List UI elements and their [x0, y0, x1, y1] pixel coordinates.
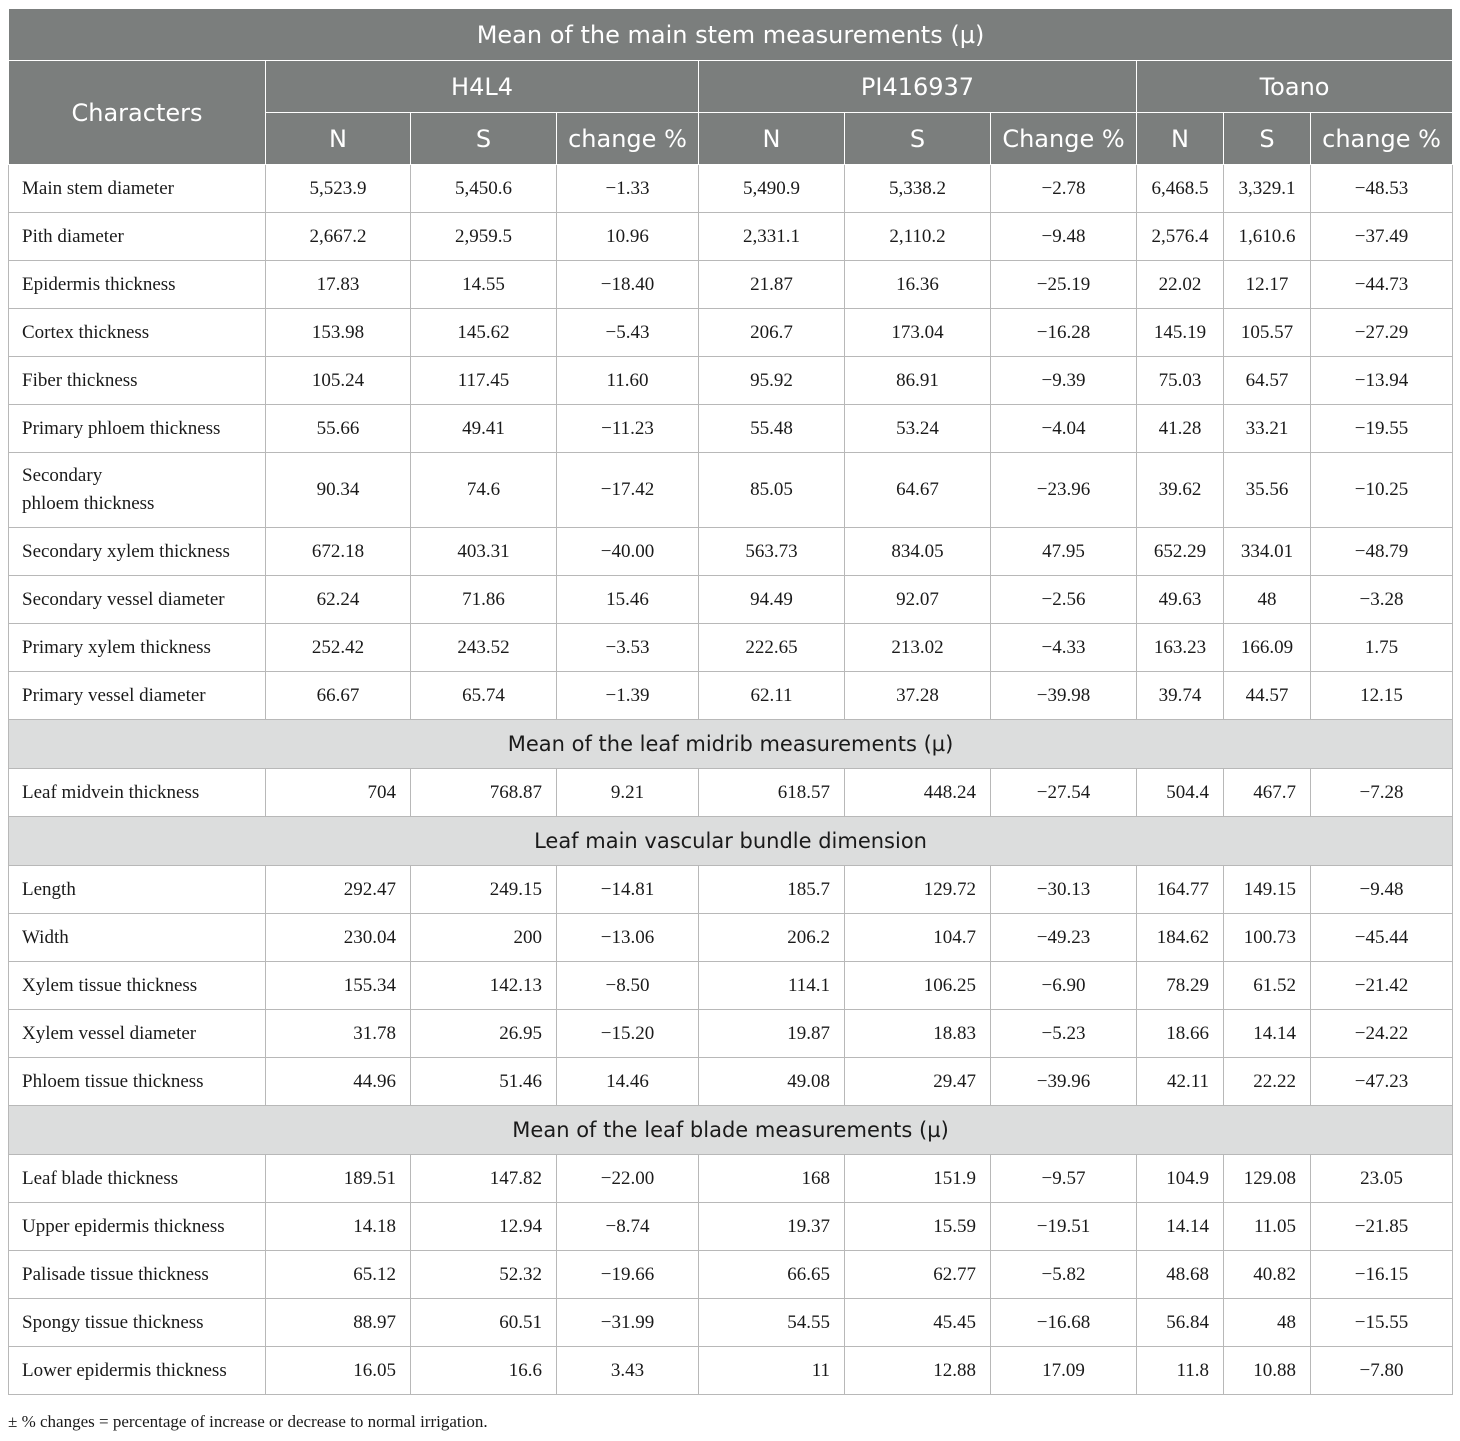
table-cell: −14.81	[557, 866, 699, 914]
table-cell: −48.79	[1311, 528, 1453, 576]
section-title: Mean of the leaf blade measurements (µ)	[9, 1106, 1453, 1155]
table-cell: 71.86	[411, 576, 557, 624]
table-cell: 75.03	[1137, 357, 1224, 405]
table-cell: −1.39	[557, 672, 699, 720]
table-cell: 48.68	[1137, 1251, 1224, 1299]
table-row	[9, 1251, 1453, 1299]
table-cell: −30.13	[991, 866, 1137, 914]
table-cell: 40.82	[1224, 1251, 1311, 1299]
table-cell: 64.67	[845, 453, 991, 528]
table-cell: 292.47	[266, 866, 411, 914]
table-cell: 768.87	[411, 769, 557, 817]
table-cell: −13.06	[557, 914, 699, 962]
table-cell: 563.73	[699, 528, 845, 576]
table-cell: −48.53	[1311, 165, 1453, 213]
table-cell: −5.43	[557, 309, 699, 357]
table-cell: 105.57	[1224, 309, 1311, 357]
table-title: Mean of the main stem measurements (µ)	[9, 9, 1453, 61]
table-cell: 12.17	[1224, 261, 1311, 309]
table-cell: 11.60	[557, 357, 699, 405]
table-cell: 42.11	[1137, 1058, 1224, 1106]
table-cell: 17.09	[991, 1347, 1137, 1395]
table-cell: −3.53	[557, 624, 699, 672]
table-cell: −25.19	[991, 261, 1137, 309]
table-cell: 106.25	[845, 962, 991, 1010]
section-header-row	[9, 817, 1453, 866]
table-cell: 33.21	[1224, 405, 1311, 453]
table-cell: 117.45	[411, 357, 557, 405]
table-row	[9, 453, 1453, 528]
table-cell: −9.39	[991, 357, 1137, 405]
table-cell: 88.97	[266, 1299, 411, 1347]
table-cell: 94.49	[699, 576, 845, 624]
table-cell: −16.28	[991, 309, 1137, 357]
table-cell: 249.15	[411, 866, 557, 914]
table-cell: −4.04	[991, 405, 1137, 453]
table-cell: 163.23	[1137, 624, 1224, 672]
table-row	[9, 1299, 1453, 1347]
table-cell: −1.33	[557, 165, 699, 213]
table-cell: 5,338.2	[845, 165, 991, 213]
subheader-s: S	[845, 113, 991, 165]
table-cell: 66.67	[266, 672, 411, 720]
table-cell: 92.07	[845, 576, 991, 624]
table-cell: 14.46	[557, 1058, 699, 1106]
row-label: Primary xylem thickness	[9, 624, 266, 672]
row-label: Primary vessel diameter	[9, 672, 266, 720]
table-cell: 35.56	[1224, 453, 1311, 528]
group-header-pi416937: PI416937	[699, 61, 1137, 113]
table-cell: 114.1	[699, 962, 845, 1010]
table-cell: 61.52	[1224, 962, 1311, 1010]
table-cell: 100.73	[1224, 914, 1311, 962]
table-cell: 14.55	[411, 261, 557, 309]
table-cell: 21.87	[699, 261, 845, 309]
subheader-change: change %	[1311, 113, 1453, 165]
table-row	[9, 165, 1453, 213]
row-label: Leaf midvein thickness	[9, 769, 266, 817]
row-label: Lower epidermis thickness	[9, 1347, 266, 1395]
table-cell: 52.32	[411, 1251, 557, 1299]
table-cell: 6,468.5	[1137, 165, 1224, 213]
table-cell: 151.9	[845, 1155, 991, 1203]
table-row	[9, 1010, 1453, 1058]
table-cell: 3.43	[557, 1347, 699, 1395]
table-cell: 3,329.1	[1224, 165, 1311, 213]
table-cell: 64.57	[1224, 357, 1311, 405]
row-label: Primary phloem thickness	[9, 405, 266, 453]
table-cell: −21.85	[1311, 1203, 1453, 1251]
subheader-n: N	[1137, 113, 1224, 165]
table-cell: −21.42	[1311, 962, 1453, 1010]
table-cell: −18.40	[557, 261, 699, 309]
table-cell: 11.8	[1137, 1347, 1224, 1395]
table-cell: −16.15	[1311, 1251, 1453, 1299]
table-cell: −27.29	[1311, 309, 1453, 357]
table-cell: 243.52	[411, 624, 557, 672]
table-row	[9, 357, 1453, 405]
row-label: Width	[9, 914, 266, 962]
table-cell: −27.54	[991, 769, 1137, 817]
table-cell: 334.01	[1224, 528, 1311, 576]
table-cell: 17.83	[266, 261, 411, 309]
table-cell: 31.78	[266, 1010, 411, 1058]
table-cell: −22.00	[557, 1155, 699, 1203]
table-cell: −9.48	[1311, 866, 1453, 914]
table-cell: 12.94	[411, 1203, 557, 1251]
table-cell: 5,450.6	[411, 165, 557, 213]
table-cell: −49.23	[991, 914, 1137, 962]
table-cell: −6.90	[991, 962, 1137, 1010]
table-cell: 189.51	[266, 1155, 411, 1203]
table-cell: 18.66	[1137, 1010, 1224, 1058]
table-cell: 149.15	[1224, 866, 1311, 914]
table-cell: −31.99	[557, 1299, 699, 1347]
table-row	[9, 576, 1453, 624]
table-cell: −2.78	[991, 165, 1137, 213]
table-cell: 1,610.6	[1224, 213, 1311, 261]
table-cell: 90.34	[266, 453, 411, 528]
table-cell: −47.23	[1311, 1058, 1453, 1106]
table-cell: 86.91	[845, 357, 991, 405]
subheader-n: N	[266, 113, 411, 165]
table-cell: 252.42	[266, 624, 411, 672]
group-header-toano: Toano	[1137, 61, 1453, 113]
table-cell: 2,667.2	[266, 213, 411, 261]
table-cell: 48	[1224, 1299, 1311, 1347]
table-cell: −19.55	[1311, 405, 1453, 453]
table-row	[9, 309, 1453, 357]
table-cell: −2.56	[991, 576, 1137, 624]
table-cell: 49.41	[411, 405, 557, 453]
table-cell: 129.72	[845, 866, 991, 914]
subheader-s: S	[411, 113, 557, 165]
table-cell: 22.02	[1137, 261, 1224, 309]
table-container	[8, 8, 1452, 1395]
table-cell: 54.55	[699, 1299, 845, 1347]
table-cell: 129.08	[1224, 1155, 1311, 1203]
table-cell: 2,959.5	[411, 213, 557, 261]
table-cell: 153.98	[266, 309, 411, 357]
table-cell: 39.62	[1137, 453, 1224, 528]
table-row	[9, 914, 1453, 962]
table-cell: −3.28	[1311, 576, 1453, 624]
table-row	[9, 1058, 1453, 1106]
row-label: Secondary phloem thickness	[9, 453, 266, 528]
table-cell: 213.02	[845, 624, 991, 672]
table-cell: 14.14	[1224, 1010, 1311, 1058]
subheader-change: change %	[557, 113, 699, 165]
table-cell: 55.66	[266, 405, 411, 453]
table-cell: 11.05	[1224, 1203, 1311, 1251]
table-cell: −5.23	[991, 1010, 1137, 1058]
table-cell: −16.68	[991, 1299, 1137, 1347]
table-cell: −4.33	[991, 624, 1137, 672]
table-cell: −5.82	[991, 1251, 1137, 1299]
table-cell: 44.57	[1224, 672, 1311, 720]
table-cell: 105.24	[266, 357, 411, 405]
table-body	[9, 165, 1453, 1395]
table-cell: 12.15	[1311, 672, 1453, 720]
table-row	[9, 405, 1453, 453]
table-cell: 49.08	[699, 1058, 845, 1106]
table-cell: 29.47	[845, 1058, 991, 1106]
table-cell: 41.28	[1137, 405, 1224, 453]
table-cell: 55.48	[699, 405, 845, 453]
table-cell: 704	[266, 769, 411, 817]
table-cell: 56.84	[1137, 1299, 1224, 1347]
table-cell: −7.80	[1311, 1347, 1453, 1395]
measurements-table	[8, 8, 1453, 1395]
row-label: Xylem vessel diameter	[9, 1010, 266, 1058]
subheader-change: Change %	[991, 113, 1137, 165]
table-cell: −8.50	[557, 962, 699, 1010]
table-cell: 16.6	[411, 1347, 557, 1395]
table-cell: 15.46	[557, 576, 699, 624]
table-cell: 48	[1224, 576, 1311, 624]
table-cell: 26.95	[411, 1010, 557, 1058]
table-cell: 49.63	[1137, 576, 1224, 624]
row-label: Palisade tissue thickness	[9, 1251, 266, 1299]
table-row	[9, 1155, 1453, 1203]
table-cell: 173.04	[845, 309, 991, 357]
table-cell: 145.62	[411, 309, 557, 357]
table-row	[9, 1347, 1453, 1395]
table-cell: 206.7	[699, 309, 845, 357]
table-cell: −37.49	[1311, 213, 1453, 261]
table-row	[9, 1203, 1453, 1251]
table-header	[9, 9, 1453, 165]
table-cell: 2,110.2	[845, 213, 991, 261]
table-cell: 403.31	[411, 528, 557, 576]
table-cell: −17.42	[557, 453, 699, 528]
subheader-s: S	[1224, 113, 1311, 165]
table-cell: −13.94	[1311, 357, 1453, 405]
row-label: Length	[9, 866, 266, 914]
row-label: Secondary vessel diameter	[9, 576, 266, 624]
table-cell: 142.13	[411, 962, 557, 1010]
characters-header: Characters	[9, 61, 266, 165]
table-row	[9, 261, 1453, 309]
table-cell: 16.36	[845, 261, 991, 309]
table-cell: 65.74	[411, 672, 557, 720]
table-cell: 2,331.1	[699, 213, 845, 261]
table-cell: 37.28	[845, 672, 991, 720]
table-cell: 19.87	[699, 1010, 845, 1058]
table-cell: 230.04	[266, 914, 411, 962]
table-cell: 53.24	[845, 405, 991, 453]
table-cell: 185.7	[699, 866, 845, 914]
table-cell: 45.45	[845, 1299, 991, 1347]
table-cell: 672.18	[266, 528, 411, 576]
table-cell: 39.74	[1137, 672, 1224, 720]
table-cell: 23.05	[1311, 1155, 1453, 1203]
table-cell: 164.77	[1137, 866, 1224, 914]
table-cell: −10.25	[1311, 453, 1453, 528]
table-cell: −15.55	[1311, 1299, 1453, 1347]
table-cell: 5,523.9	[266, 165, 411, 213]
table-cell: 44.96	[266, 1058, 411, 1106]
table-cell: −39.96	[991, 1058, 1137, 1106]
subheader-n: N	[699, 113, 845, 165]
table-cell: 5,490.9	[699, 165, 845, 213]
row-label: Main stem diameter	[9, 165, 266, 213]
row-label: Phloem tissue thickness	[9, 1058, 266, 1106]
table-cell: 11	[699, 1347, 845, 1395]
table-cell: 104.9	[1137, 1155, 1224, 1203]
table-cell: −45.44	[1311, 914, 1453, 962]
table-cell: −7.28	[1311, 769, 1453, 817]
table-row	[9, 624, 1453, 672]
row-label: Pith diameter	[9, 213, 266, 261]
table-cell: −40.00	[557, 528, 699, 576]
table-cell: 2,576.4	[1137, 213, 1224, 261]
table-cell: 1.75	[1311, 624, 1453, 672]
table-cell: 62.24	[266, 576, 411, 624]
table-cell: 22.22	[1224, 1058, 1311, 1106]
table-row	[9, 962, 1453, 1010]
table-cell: 12.88	[845, 1347, 991, 1395]
table-cell: −23.96	[991, 453, 1137, 528]
table-cell: 652.29	[1137, 528, 1224, 576]
table-cell: 95.92	[699, 357, 845, 405]
table-cell: 15.59	[845, 1203, 991, 1251]
table-cell: −19.51	[991, 1203, 1137, 1251]
table-cell: 16.05	[266, 1347, 411, 1395]
table-cell: 104.7	[845, 914, 991, 962]
table-cell: 184.62	[1137, 914, 1224, 962]
row-label: Secondary xylem thickness	[9, 528, 266, 576]
table-cell: 14.18	[266, 1203, 411, 1251]
table-cell: 206.2	[699, 914, 845, 962]
table-cell: 155.34	[266, 962, 411, 1010]
table-cell: 10.88	[1224, 1347, 1311, 1395]
table-cell: 62.77	[845, 1251, 991, 1299]
row-label: Leaf blade thickness	[9, 1155, 266, 1203]
table-cell: 200	[411, 914, 557, 962]
table-cell: 467.7	[1224, 769, 1311, 817]
table-cell: 78.29	[1137, 962, 1224, 1010]
table-cell: 74.6	[411, 453, 557, 528]
table-cell: 47.95	[991, 528, 1137, 576]
row-label: Fiber thickness	[9, 357, 266, 405]
table-row	[9, 866, 1453, 914]
table-cell: −44.73	[1311, 261, 1453, 309]
table-cell: 19.37	[699, 1203, 845, 1251]
table-cell: 168	[699, 1155, 845, 1203]
table-cell: −39.98	[991, 672, 1137, 720]
table-cell: 60.51	[411, 1299, 557, 1347]
table-row	[9, 528, 1453, 576]
table-row	[9, 769, 1453, 817]
table-cell: 9.21	[557, 769, 699, 817]
table-cell: 504.4	[1137, 769, 1224, 817]
row-label: Cortex thickness	[9, 309, 266, 357]
row-label: Spongy tissue thickness	[9, 1299, 266, 1347]
section-title: Leaf main vascular bundle dimension	[9, 817, 1453, 866]
table-cell: 145.19	[1137, 309, 1224, 357]
table-cell: 222.65	[699, 624, 845, 672]
table-cell: 65.12	[266, 1251, 411, 1299]
section-header-row	[9, 720, 1453, 769]
table-row	[9, 213, 1453, 261]
section-header-row	[9, 1106, 1453, 1155]
table-cell: 62.11	[699, 672, 845, 720]
row-label: Upper epidermis thickness	[9, 1203, 266, 1251]
group-header-h4l4: H4L4	[266, 61, 699, 113]
table-cell: 834.05	[845, 528, 991, 576]
row-label: Xylem tissue thickness	[9, 962, 266, 1010]
table-cell: 14.14	[1137, 1203, 1224, 1251]
table-cell: 18.83	[845, 1010, 991, 1058]
table-cell: −9.57	[991, 1155, 1137, 1203]
table-cell: −15.20	[557, 1010, 699, 1058]
footnote: ± % changes = percentage of increase or decrease to normal irrigation.	[8, 1412, 488, 1431]
table-cell: −9.48	[991, 213, 1137, 261]
table-cell: 66.65	[699, 1251, 845, 1299]
table-cell: 448.24	[845, 769, 991, 817]
table-cell: 147.82	[411, 1155, 557, 1203]
table-cell: 51.46	[411, 1058, 557, 1106]
table-cell: −8.74	[557, 1203, 699, 1251]
section-title: Mean of the leaf midrib measurements (µ)	[9, 720, 1453, 769]
table-cell: 10.96	[557, 213, 699, 261]
table-cell: −24.22	[1311, 1010, 1453, 1058]
table-cell: −11.23	[557, 405, 699, 453]
table-cell: 166.09	[1224, 624, 1311, 672]
table-row	[9, 672, 1453, 720]
table-cell: 618.57	[699, 769, 845, 817]
row-label: Epidermis thickness	[9, 261, 266, 309]
table-cell: −19.66	[557, 1251, 699, 1299]
table-cell: 85.05	[699, 453, 845, 528]
